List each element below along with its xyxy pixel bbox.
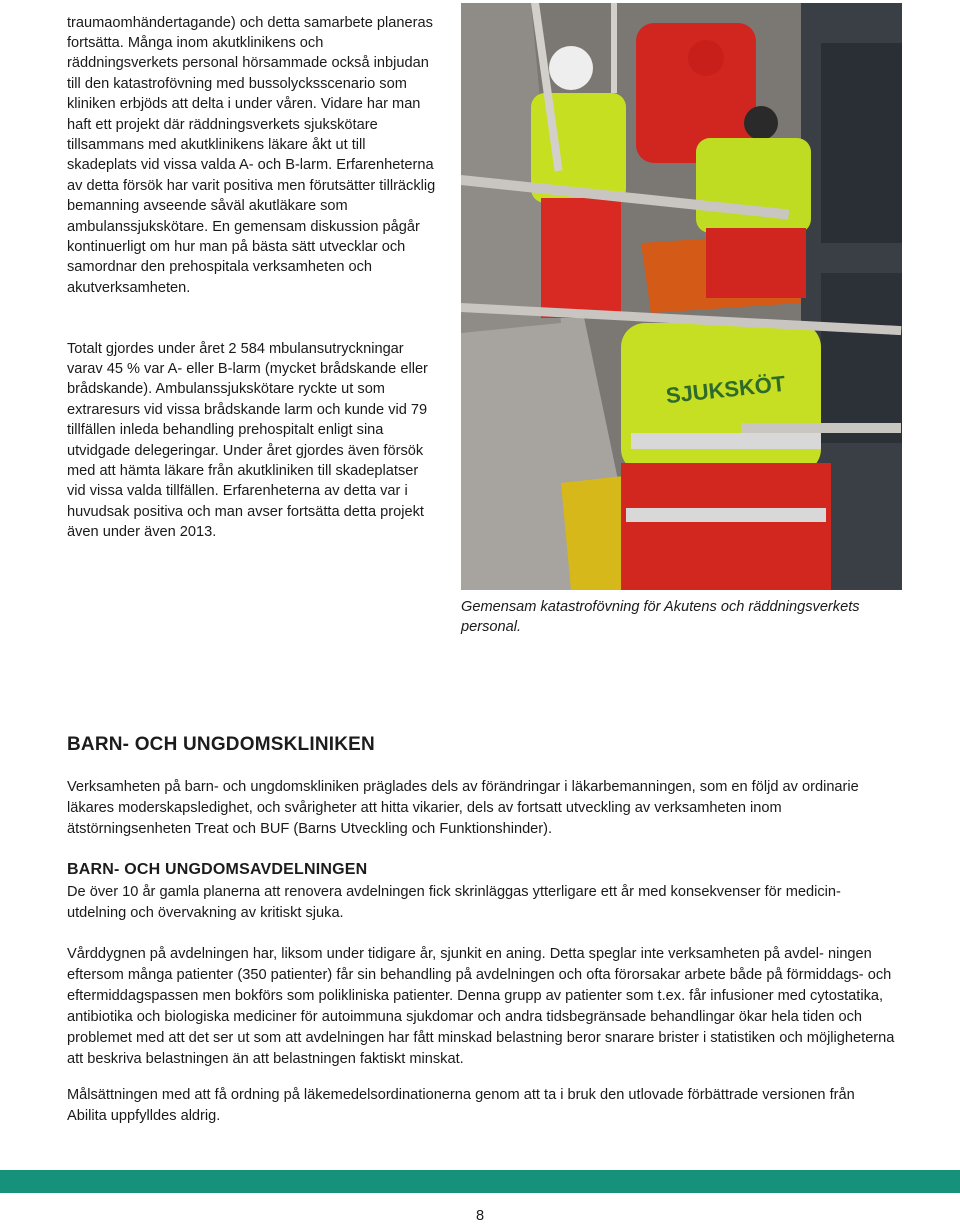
page-number: 8 bbox=[475, 1208, 485, 1224]
section-title: BARN- OCH UNGDOMSKLINIKEN bbox=[67, 734, 375, 755]
footer-bar bbox=[0, 1170, 960, 1193]
rescue-exercise-photo bbox=[461, 3, 902, 590]
subsection-paragraph-1: De över 10 år gamla planerna att renovera avdelningen fick skrinläggas ytterligare ett år med konsekvenser för medicin- utdelning och övervakning av kritiskt sjuka. bbox=[67, 884, 841, 921]
subsection-title: BARN- OCH UNGDOMSAVDELNINGEN bbox=[67, 861, 368, 878]
body-paragraph-1: traumaomhändertagande) och detta samarbete planeras fortsätta. Många inom akutklinikens och räddningsverkets personal hörsammade också inbjudan till den katastrofövning med bussolycksscenario som kliniken erbjöds att delta i under våren. Vidare har man haft ett projekt där räddningsverkets sjukskötare tillsammans med akutklinikens läkare åkt ut till skadeplats vid vissa valda A- och B-larm. Erfarenheterna av detta försök har varit positiva men förutsätter tillräcklig bemanning avseende såväl akutläkare som ambulanssjukskötare. En gemensam diskussion pågår kontinuerligt om hur man på bästa sätt utvecklar och samordnar den prehospitala verksamheten och akutverksamheten. bbox=[67, 14, 436, 296]
vest-text: SJUKSKÖT bbox=[664, 370, 787, 409]
section-intro: Verksamheten på barn- och ungdomskliniken präglades dels av förändringar i läkarbemanningen, som en följd av ordinarie läkares moderskapsledighet, och svårigheter att hitta vikarier, dels av fortsatt utveckling av verksamheten inom ätstörningsenheten Treat och BUF (Barns Utveckling och Funktionshinder). bbox=[67, 779, 859, 837]
photo-caption: Gemensam katastrofövning för Akutens och räddningsverkets personal. bbox=[461, 599, 860, 636]
subsection-paragraph-3: Målsättningen med att få ordning på läkemedelsordinationerna genom att ta i bruk den utlovade förbättrade versionen från Abilita uppfylldes aldrig. bbox=[67, 1087, 855, 1124]
subsection-paragraph-2: Vårddygnen på avdelningen har, liksom under tidigare år, sjunkit en aning. Detta speglar inte verksamheten på avdel- ningen eftersom många patienter (350 patienter) får sin behandling på avdelningen och ofta förorsakar arbete både på förmiddags- och eftermiddagspassen men bokförs som polikliniska patienter. Denna grupp av patienter som t.ex. får infusioner med cytostatika, antibiotika och biologiska mediciner för autoimmuna sjukdomar och andra tidsbegränsade behandlingar ökar hela tiden och problemet med att det ser ut som att avdelningen har fått minskad belastning beror snarare brister i statistiken och möjligheterna att beskriva belastningen än att belastningen faktiskt minskat. bbox=[67, 946, 895, 1067]
body-paragraph-2: Totalt gjordes under året 2 584 mbulansutryckningar varav 45 % var A- eller B-larm (mycket brådskande eller brådskande). Ambulanssjukskötare ryckte ut som extraresurs vid vissa brådskande larm och kunde vid 79 tillfällen inleda behandling prehospitalt enligt sina utvidgade delegeringar. Under året gjordes även försök med att hämta läkare från akutkliniken till skadeplatser vid vissa valda tillfällen. Erfarenheterna av detta var i huvudsak positiva och man avser fortsätta detta projekt även under även 2013. bbox=[67, 340, 428, 541]
